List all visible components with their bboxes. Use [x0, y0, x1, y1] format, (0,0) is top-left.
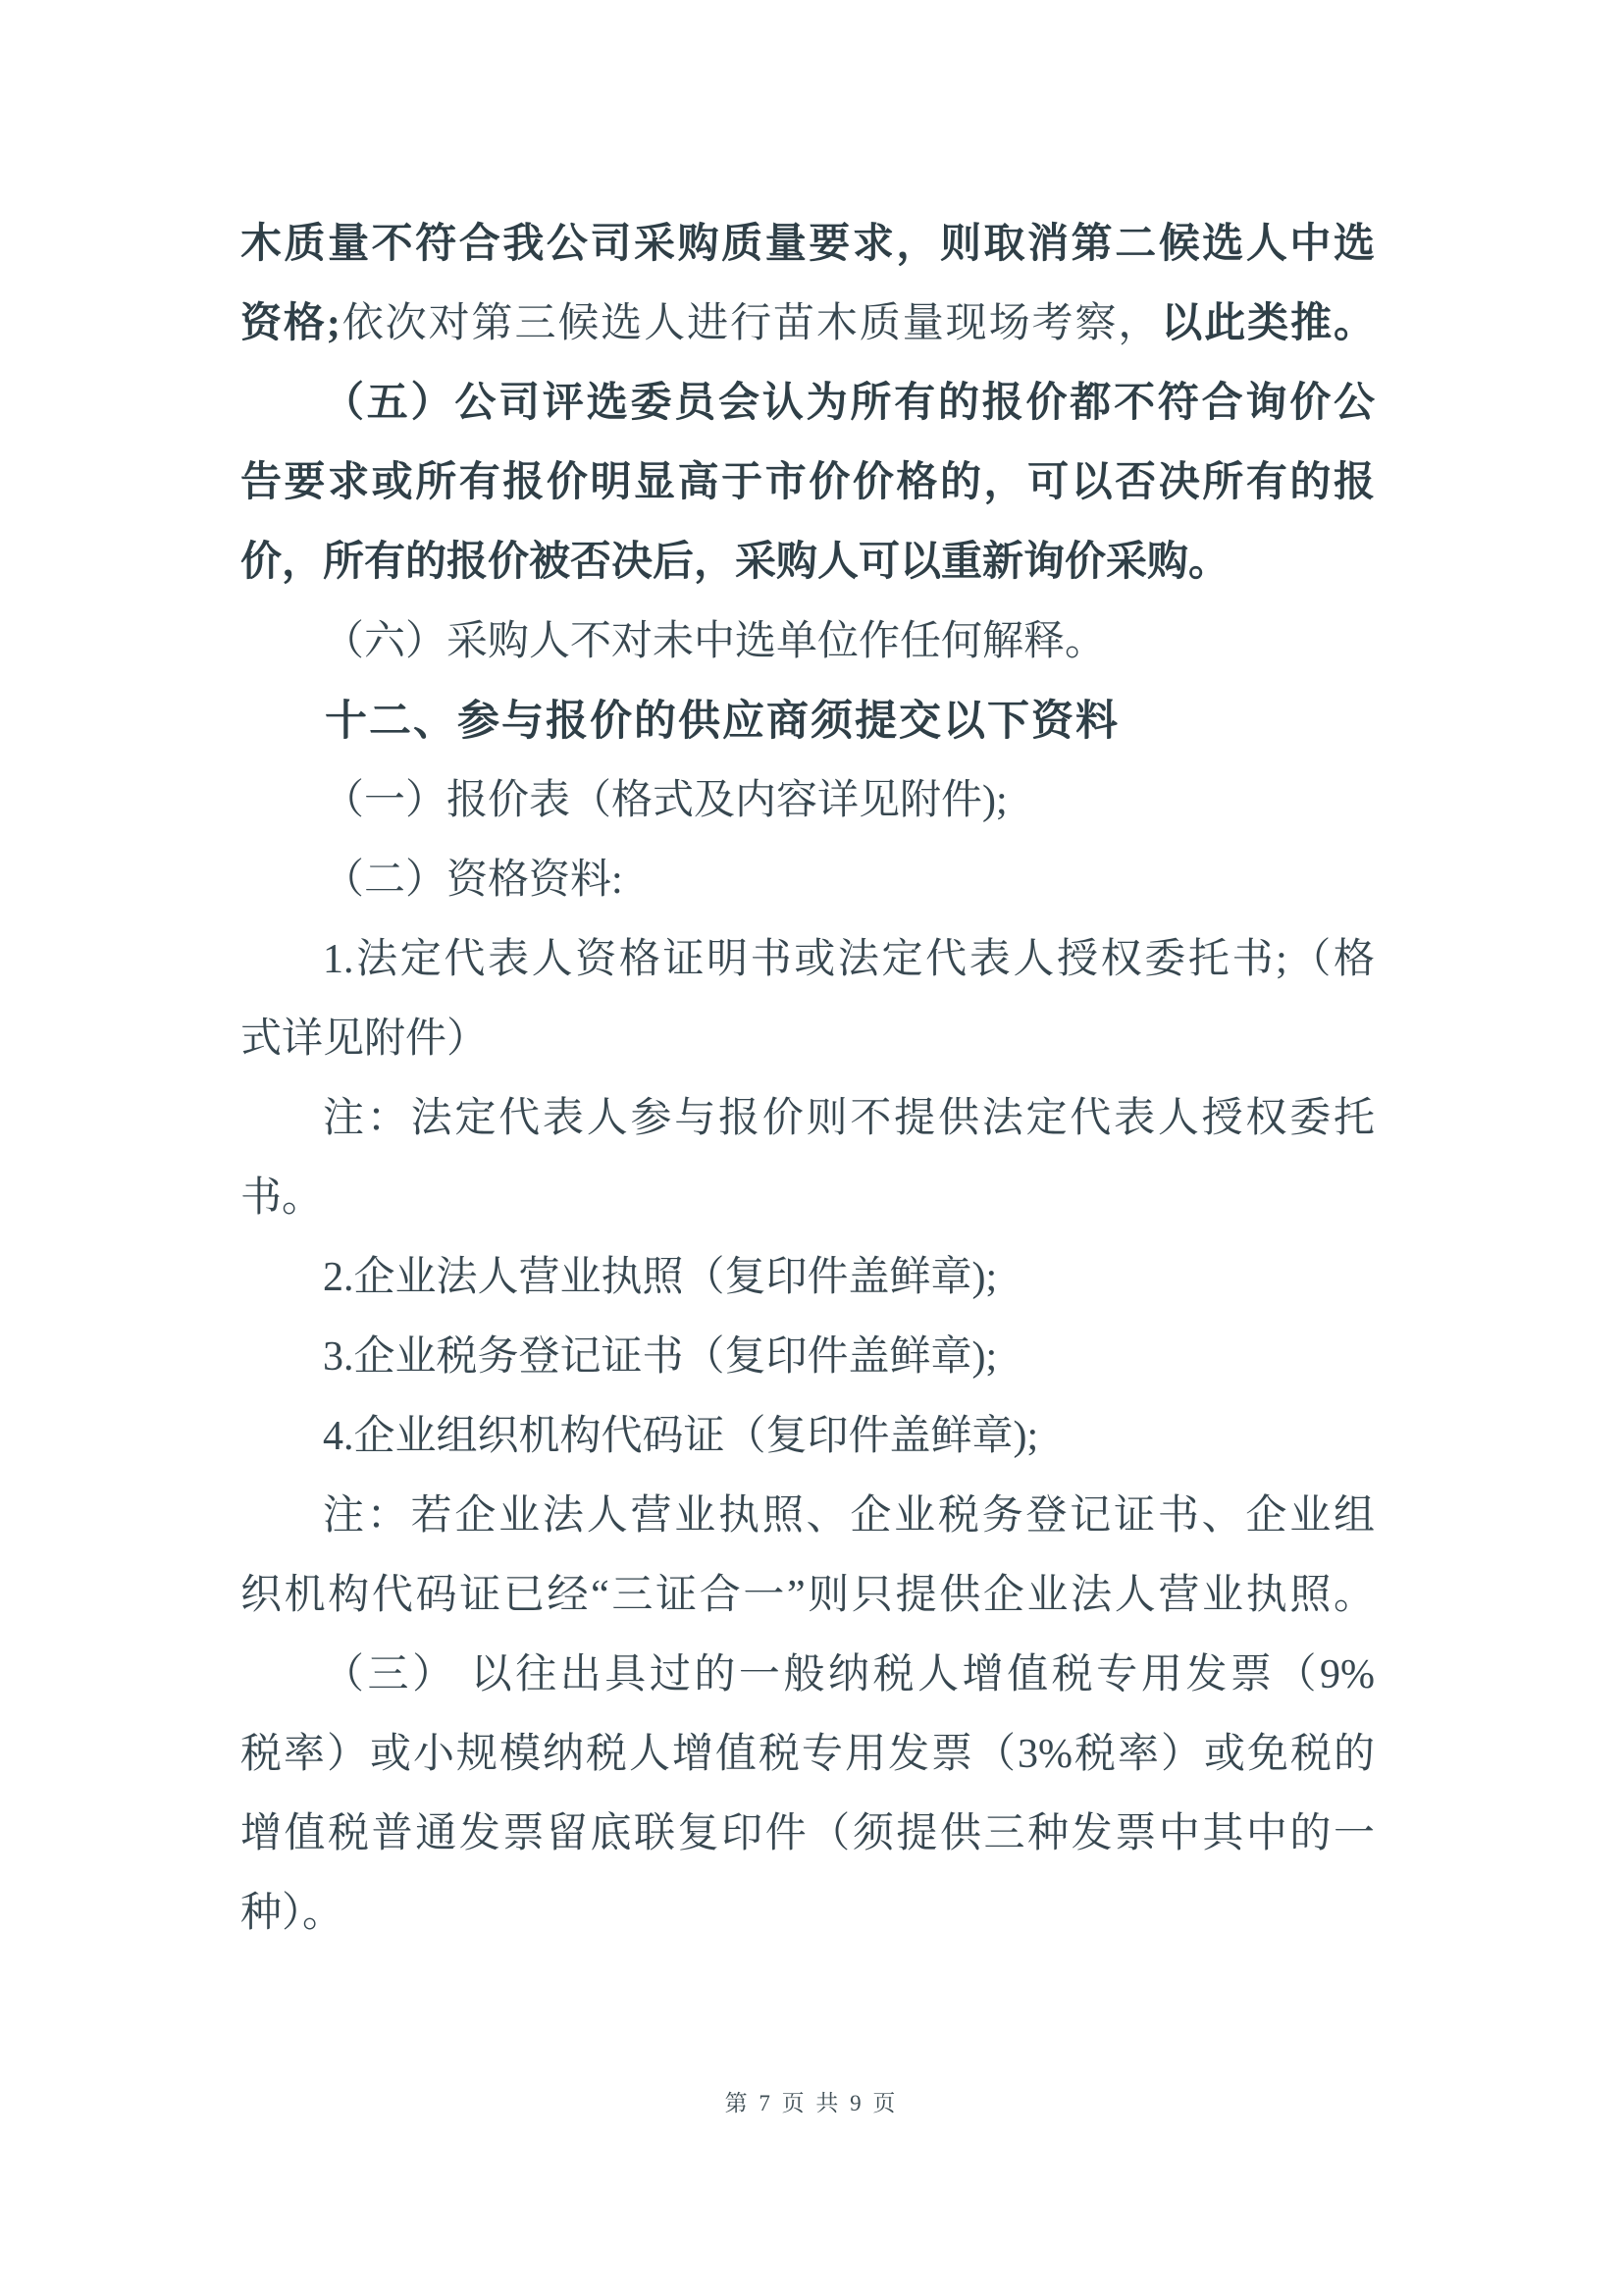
text-segment: 书。 — [240, 1175, 324, 1221]
document-line — [240, 205, 1375, 285]
document-line — [240, 1636, 1375, 1715]
text-segment: 注：法定代表人参与报价则不提供法定代表人授权委托 — [323, 1096, 1375, 1141]
text-segment: （二）资格资料: — [323, 858, 623, 903]
document-line — [240, 1000, 1375, 1079]
text-segment: 注：若企业法人营业执照、企业税务登记证书、企业组 — [323, 1493, 1375, 1539]
document-line — [240, 1238, 1375, 1318]
document-line — [240, 1397, 1375, 1477]
document-line — [240, 841, 1375, 920]
page-footer — [0, 2086, 1623, 2121]
text-segment: 3.企业税务登记证书（复印件盖鲜章); — [323, 1334, 998, 1380]
text-segment: 式详见附件） — [240, 1017, 489, 1062]
text-segment: （六）采购人不对未中选单位作任何解释。 — [323, 619, 1107, 664]
document-line — [240, 761, 1375, 841]
bold-text-segment: 以此类推。 — [1161, 301, 1375, 346]
text-segment: 税率）或小规模纳税人增值税专用发票（3%税率）或免税的 — [240, 1732, 1375, 1777]
document-line — [240, 1318, 1375, 1397]
bold-text-segment: 木质量不符合我公司采购质量要求，则取消第二候选人中选 — [240, 222, 1375, 267]
document-line — [240, 1874, 1375, 1954]
section-heading-line — [240, 682, 1375, 761]
bold-text-segment: 告要求或所有报价明显高于市价价格的，可以否决所有的报 — [240, 460, 1375, 505]
document-line — [240, 1795, 1375, 1874]
text-segment: （一）报价表（格式及内容详见附件); — [323, 778, 1008, 823]
document-line — [240, 1477, 1375, 1556]
document-line — [240, 1715, 1375, 1795]
document-line — [240, 285, 1375, 364]
bold-text-segment: 资格; — [240, 301, 340, 346]
page-number-text: 第 7 页 共 9 页 — [724, 2091, 899, 2115]
bold-text-segment: 十二、参与报价的供应商须提交以下资料 — [325, 698, 1120, 745]
text-segment: 增值税普通发票留底联复印件（须提供三种发票中其中的一 — [240, 1811, 1375, 1856]
document-line — [240, 444, 1375, 523]
document-line — [240, 602, 1375, 682]
document-line — [240, 1159, 1375, 1238]
text-segment: 织机构代码证已经“三证合一”则只提供企业法人营业执照。 — [240, 1573, 1375, 1618]
bold-text-segment: （五）公司评选委员会认为所有的报价都不符合询价公 — [323, 381, 1375, 426]
text-segment: 依次对第三候选人进行苗木质量现场考察， — [340, 301, 1162, 346]
document-line — [240, 1556, 1375, 1636]
document-line — [240, 920, 1375, 1000]
document-body — [240, 205, 1375, 1954]
document-line — [240, 364, 1375, 444]
text-segment: 4.企业组织机构代码证（复印件盖鲜章); — [323, 1414, 1039, 1459]
document-line — [240, 1079, 1375, 1159]
document-line — [240, 523, 1375, 602]
text-segment: 1.法定代表人资格证明书或法定代表人授权委托书;（格 — [323, 937, 1375, 982]
text-segment: （三） 以往出具过的一般纳税人增值税专用发票（9% — [323, 1652, 1375, 1697]
text-segment: 种）。 — [240, 1891, 344, 1936]
bold-text-segment: 价，所有的报价被否决后，采购人可以重新询价采购。 — [240, 540, 1230, 585]
text-segment: 2.企业法人营业执照（复印件盖鲜章); — [323, 1255, 998, 1300]
